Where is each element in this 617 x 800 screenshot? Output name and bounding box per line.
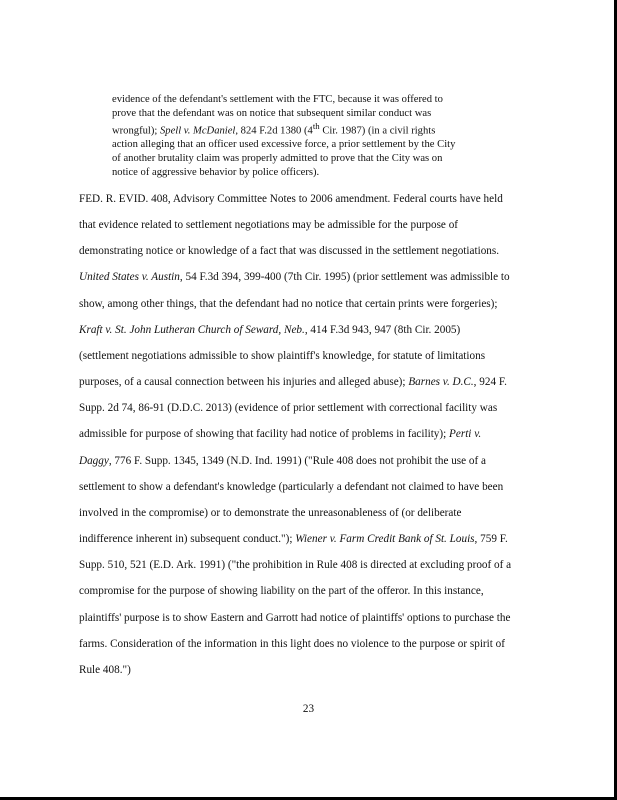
quote-line: evidence of the defendant's settlement with the FTC, because it was offered to (112, 94, 443, 105)
block-quote (112, 93, 509, 179)
body-line: farms. Consideration of the information in this light does no violence to the purpose or spirit of (79, 637, 505, 650)
body-line: Daggy, 776 F. Supp. 1345, 1349 (N.D. Ind. 1991) ("Rule 408 does not prohibit the use of a (79, 454, 487, 467)
body-line: purposes, of a causal connection between his injuries and alleged abuse); Barnes v. D.C., 924 F. (79, 376, 507, 389)
quote-line: notice of aggressive behavior by police officers). (112, 166, 320, 178)
body-line: involved in the compromise) or to demonstrate the unreasonableness of (or deliberate (79, 506, 462, 519)
body-line: compromise for the purpose of showing liability on the part of the offeror. In this instance, (79, 585, 484, 598)
body-line: admissible for purpose of showing that facility had notice of problems in facility); Perti v. (79, 428, 482, 441)
body-line: Rule 408.") (79, 663, 131, 676)
quote-line: of another brutality claim was properly admitted to prove that the City was on (112, 152, 443, 164)
case-citation: Perti v. (449, 428, 482, 441)
body-line: show, among other things, that the defendant had no notice that certain prints were forgeries); (79, 297, 498, 310)
case-citation: United States v. Austin (79, 271, 180, 284)
ordinal-superscript: th (312, 121, 320, 132)
body-line: that evidence related to settlement negotiations may be admissible for the purpose of (79, 219, 459, 232)
case-citation: Spell v. McDaniel (159, 125, 236, 137)
quote-line: wrongful); Spell v. McDaniel, 824 F.2d 1380 (4th Cir. 1987) (in a civil rights (112, 121, 436, 137)
body-line: FED. R. EVID. 408, Advisory Committee Notes to 2006 amendment. Federal courts have held (79, 193, 503, 205)
body-line: Supp. 2d 74, 86-91 (D.D.C. 2013) (evidence of prior settlement with correctional facility was (79, 402, 498, 415)
case-citation: Daggy (79, 454, 109, 467)
body-line: (settlement negotiations admissible to show plaintiff's knowledge, for statute of limitations (79, 349, 486, 362)
quote-line: prove that the defendant was on notice that subsequent similar conduct was (112, 107, 432, 119)
body-paragraph (79, 186, 542, 683)
body-line: Kraft v. St. John Lutheran Church of Seward, Neb., 414 F.3d 943, 947 (8th Cir. 2005) (79, 323, 461, 336)
case-citation: Kraft v. St. John Lutheran Church of Seward, Neb. (79, 323, 305, 336)
case-citation: Wiener v. Farm Credit Bank of St. Louis (295, 533, 475, 546)
body-line: United States v. Austin, 54 F.3d 394, 399-400 (7th Cir. 1995) (prior settlement was admissible to (79, 271, 510, 284)
body-line: plaintiffs' purpose is to show Eastern and Garrott had notice of plaintiffs' options to purchase the (79, 611, 511, 624)
body-line: settlement to show a defendant's knowledge (particularly a defendant not claimed to have been (79, 480, 504, 493)
page-number: 23 (302, 703, 315, 715)
body-line: Supp. 510, 521 (E.D. Ark. 1991) ("the prohibition in Rule 408 is directed at excluding proof of a (79, 559, 512, 572)
case-citation: Barnes v. D.C. (408, 376, 474, 389)
quote-line: action alleging that an officer used excessive force, a prior settlement by the City (112, 139, 456, 151)
body-line: indifference inherent in) subsequent conduct."); Wiener v. Farm Credit Bank of St. Louis, 759 F. (79, 533, 508, 546)
body-line: demonstrating notice or knowledge of a fact that was discussed in the settlement negotiations. (79, 245, 500, 258)
